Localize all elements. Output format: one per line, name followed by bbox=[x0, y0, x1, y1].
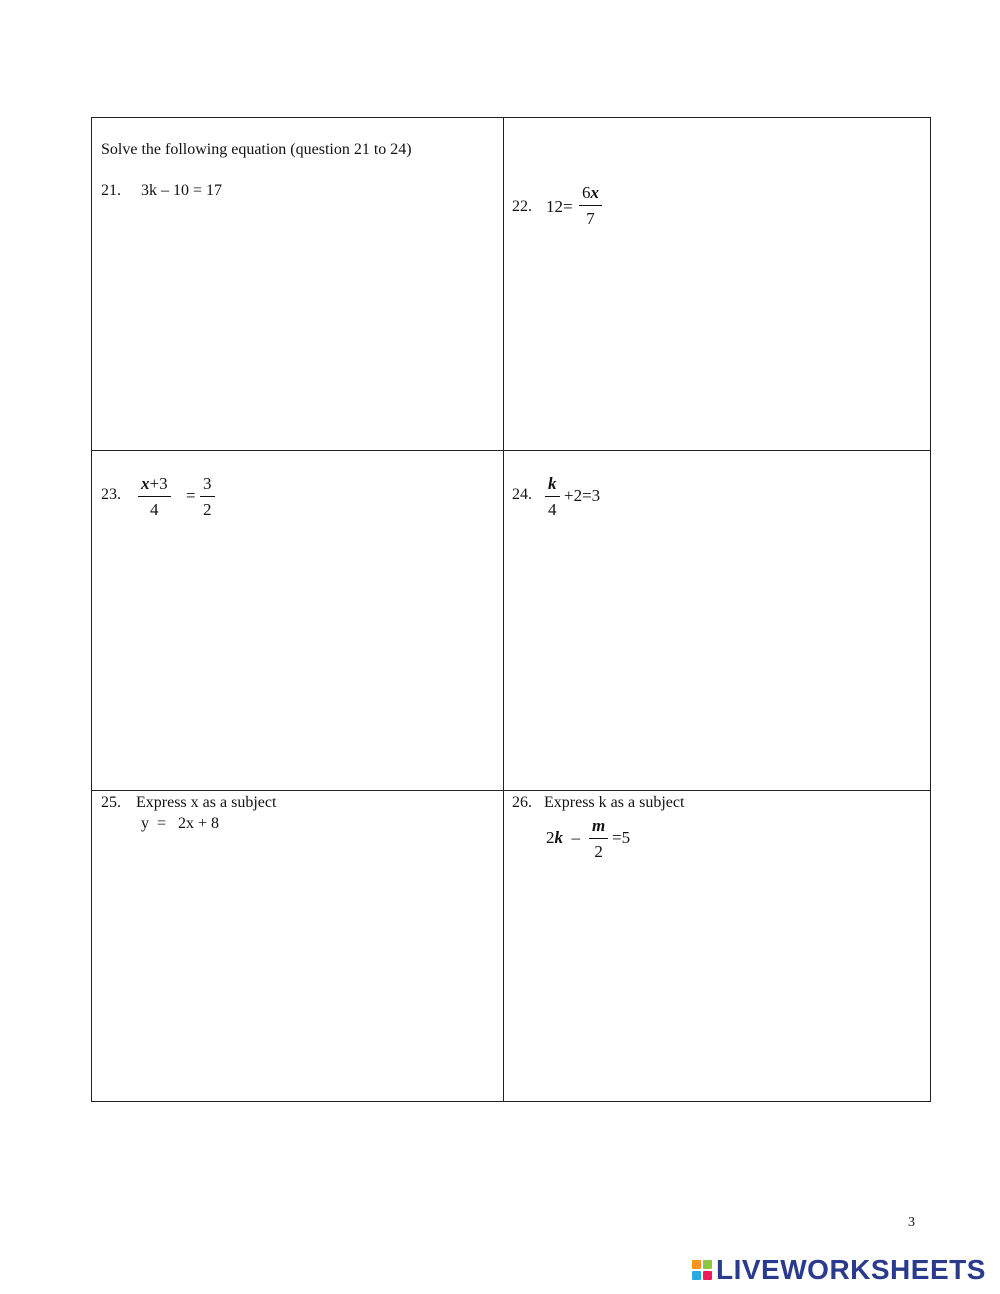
row-divider-2 bbox=[91, 790, 931, 791]
q24-number: 24. bbox=[512, 486, 532, 503]
q26-lhs: 2k – bbox=[546, 828, 580, 847]
q25-number: 25. bbox=[101, 794, 121, 811]
row-divider-1 bbox=[91, 450, 931, 451]
q21-number: 21. bbox=[101, 182, 121, 199]
q26-number: 26. bbox=[512, 794, 532, 811]
q23-numerator-right: 3 bbox=[200, 475, 215, 497]
column-divider bbox=[503, 117, 504, 1102]
q26-numerator: m bbox=[589, 817, 608, 839]
q22-fraction bbox=[579, 184, 602, 227]
worksheet-grid bbox=[91, 117, 931, 1102]
q22-denominator: 7 bbox=[586, 209, 595, 228]
q25-equation: y = 2x + 8 bbox=[141, 815, 220, 832]
q23-denominator: 4 bbox=[150, 500, 159, 519]
brand-name: LIVEWORKSHEETS bbox=[716, 1254, 986, 1285]
q24-rest: +2=3 bbox=[564, 486, 601, 505]
q22-lhs: 12= bbox=[546, 197, 573, 216]
q26-rest: =5 bbox=[612, 828, 631, 847]
q23-fraction-left bbox=[138, 475, 171, 518]
q26-prompt: Express k as a subject bbox=[544, 794, 685, 811]
q24-numerator: k bbox=[545, 475, 560, 497]
q26-fraction bbox=[589, 817, 608, 860]
q26-denominator: 2 bbox=[594, 842, 603, 861]
q22-number: 22. bbox=[512, 198, 532, 215]
instructions: Solve the following equation (question 21 to 24) bbox=[101, 141, 412, 158]
q21-equation: 3k – 10 = 17 bbox=[141, 182, 223, 199]
q24-denominator: 4 bbox=[548, 500, 557, 519]
q22-numerator: 6x bbox=[579, 184, 602, 206]
q23-denominator-right: 2 bbox=[203, 500, 212, 519]
q24-fraction bbox=[545, 475, 560, 518]
logo-blocks-icon bbox=[692, 1260, 712, 1280]
q23-equals: = bbox=[186, 486, 196, 505]
q23-number: 23. bbox=[101, 486, 121, 503]
q25-prompt: Express x as a subject bbox=[136, 794, 277, 811]
page-number: 3 bbox=[908, 1215, 915, 1230]
q23-fraction-right bbox=[200, 475, 215, 518]
q23-numerator: x+3 bbox=[138, 475, 171, 497]
liveworksheets-logo bbox=[692, 1256, 986, 1284]
